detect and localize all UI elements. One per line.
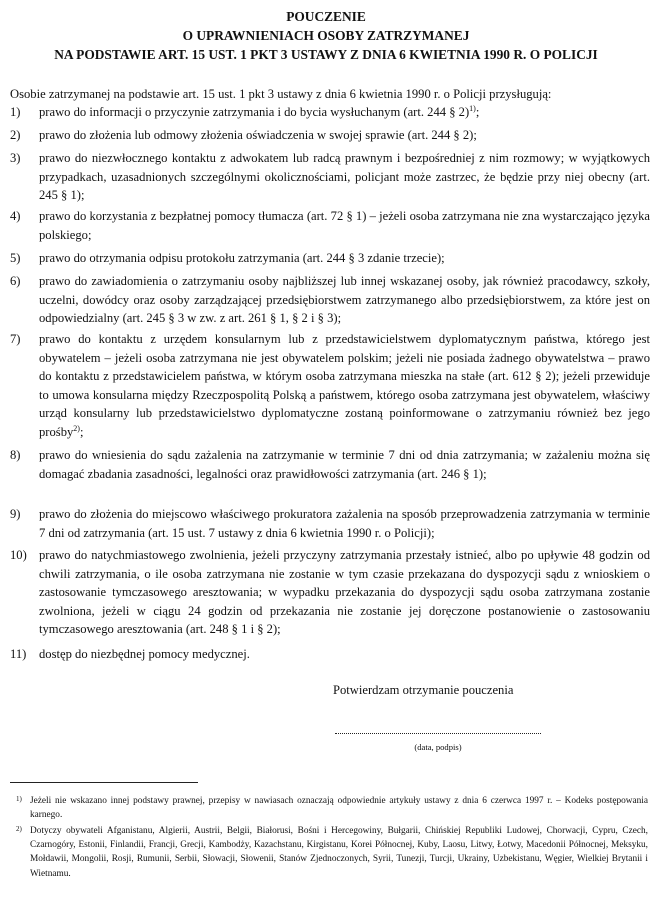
item-text [39,330,650,441]
title-line-3: NA PODSTAWIE ART. 15 UST. 1 PKT 3 USTAWY Z DNIA 6 KWIETNIA 1990 R. O POLICJI [54,47,598,62]
item-number: 1) [10,105,21,119]
item-number: 6) [10,274,21,288]
item-number: 9) [10,507,21,521]
item-text: prawo do korzystania z bezpłatnej pomocy tłumacza (art. 72 § 1) – jeżeli osoba zatrzymana nie zna wystarczająco języka polskiego; [39,209,650,242]
signature-caption: (data, podpis) [414,742,462,752]
item-text: prawo do wniesienia do sądu zażalenia na zatrzymanie w terminie 7 dni od dnia zatrzymania; w zażaleniu można się domagać zbadania zasadności, legalności oraz prawidłowości zatrzymania (art. 246 § 1); [39,448,650,481]
item-text: prawo do niezwłocznego kontaktu z adwokatem lub radcą prawnym i bezpośredniej z nim rozmowy; w wyjątkowych przypadkach, uzasadnionych szczególnymi okolicznościami, policjant może zastrzec, że będzie przy niej obecny (art. 245 § 1); [39,151,650,202]
footnote-number: 2) [16,825,22,833]
item-text: dostęp do niezbędnej pomocy medycznej. [39,647,250,661]
item-text-body: prawo do informacji o przyczynie zatrzymania i do bycia wysłuchanym (art. 244 § 2) [39,105,470,119]
item-number: 2) [10,128,21,142]
footnote-text: Jeżeli nie wskazano innej podstawy prawnej, przepisy w nawiasach oznaczają odpowiednie artykuły ustawy z dnia 6 czerwca 1997 r. – Kodeks postępowania karnego. [30,796,648,821]
title-line-2: O UPRAWNIENIACH OSOBY ZATRZYMANEJ [182,28,470,43]
footnote-number: 1) [16,795,22,803]
item-number: 5) [10,251,21,265]
item-number: 11) [10,647,27,661]
item-text: prawo do zawiadomienia o zatrzymaniu osoby najbliższej lub innej wskazanej osoby, jak również pracodawcy, szkoły, uczelni, dowódcy oraz osoby zarządzającej przedsiębiorstwem zatrzymanego albo przedsiębiorstwem, za które jest on odpowiedzialny (art. 245 § 3 w zw. z art. 261 § 1, § 2 i § 3); [39,274,650,325]
footnote-ref: 2) [73,423,80,433]
item-number: 10) [10,548,27,562]
item-text-tail: ; [475,105,480,119]
confirmation-text: Potwierdzam otrzymanie pouczenia [333,683,514,697]
item-text: prawo do złożenia lub odmowy złożenia oświadczenia w swojej sprawie (art. 244 § 2); [39,128,477,142]
signature-line [335,733,541,734]
item-text: prawo do natychmiastowego zwolnienia, jeżeli przyczyny zatrzymania przestały istnieć, albo po upływie 48 godzin od chwili zatrzymania, o ile osoba zatrzymana nie zostanie w tym czasie przekazana do dyspozycji sądu z wnioskiem o zastosowanie tymczasowego aresztowania; w wypadku przekazania do dyspozycji sądu osoba zatrzymana zostanie zwolniona, jeżeli w ciągu 24 godzin od przekazania nie zostanie jej doręczone postanowienie o zastosowaniu tymczasowego aresztowania (art. 248 § 1 i § 2); [39,548,650,636]
item-number: 8) [10,448,21,462]
footnote-separator [10,782,198,783]
footnote-text: Dotyczy obywateli Afganistanu, Algierii, Austrii, Belgii, Białorusi, Bośni i Hercegowiny, Bułgarii, Chińskiej Republiki Ludowej, Chorwacji, Cypru, Czech, Czarnogóry, Estonii, Finlandii, Francji, Grecji, Kambodży, Kazachstanu, Kirgistanu, Korei Północnej, Kuby, Laosu, Litwy, Łotwy, Macedonii Północnej, Meksyku, Mołdawii, Mongolii, Rosji, Rumunii, Serbii, Słowacji, Słowenii, Stanów Zjednoczonych, Syrii, Tunezji, Turcji, Ukrainy, Uzbekistanu, Węgier, Wielkiej Brytanii i Wietnamu. [30,826,648,879]
item-text-body: prawo do kontaktu z urzędem konsularnym lub z przedstawicielstwem dyplomatycznym państwa, którego jest obywatelem – jeżeli osoba zatrzymana nie jest obywatelem polskim; jeżeli nie posiada żadnego obywatelstwa – prawo do kontaktu z przedstawicielem państwa, w którym osoba zatrzymana mieszka na stałe (art. 612 § 2); jeżeli przewiduje to umowa konsularna między Rzeczpospolitą Polską a państwem, którego osoba zatrzymana jest obywatelem, właściwy urząd konsularny lub przedstawicielstwo dyplomatyczne zostaną poinformowane o zatrzymaniu również bez jego prośby [39,332,650,439]
footnote-ref: 1) [469,103,476,113]
intro-paragraph: Osobie zatrzymanej na podstawie art. 15 ust. 1 pkt 3 ustawy z dnia 6 kwietnia 1990 r. o Policji przysługują: [10,87,552,101]
item-text: prawo do otrzymania odpisu protokołu zatrzymania (art. 244 § 3 zdanie trzecie); [39,251,445,265]
item-text-tail: ; [79,424,84,439]
title-line-1: POUCZENIE [286,9,366,24]
item-number: 4) [10,209,21,223]
item-text: prawo do złożenia do miejscowo właściwego prokuratora zażalenia na sposób przeprowadzenia zatrzymania w terminie 7 dni od zatrzymania (art. 15 ust. 7 ustawy z dnia 6 kwietnia 1990 r. o Policji); [39,507,650,540]
item-number: 3) [10,151,21,165]
item-number: 7) [10,332,21,346]
item-text [39,103,650,122]
